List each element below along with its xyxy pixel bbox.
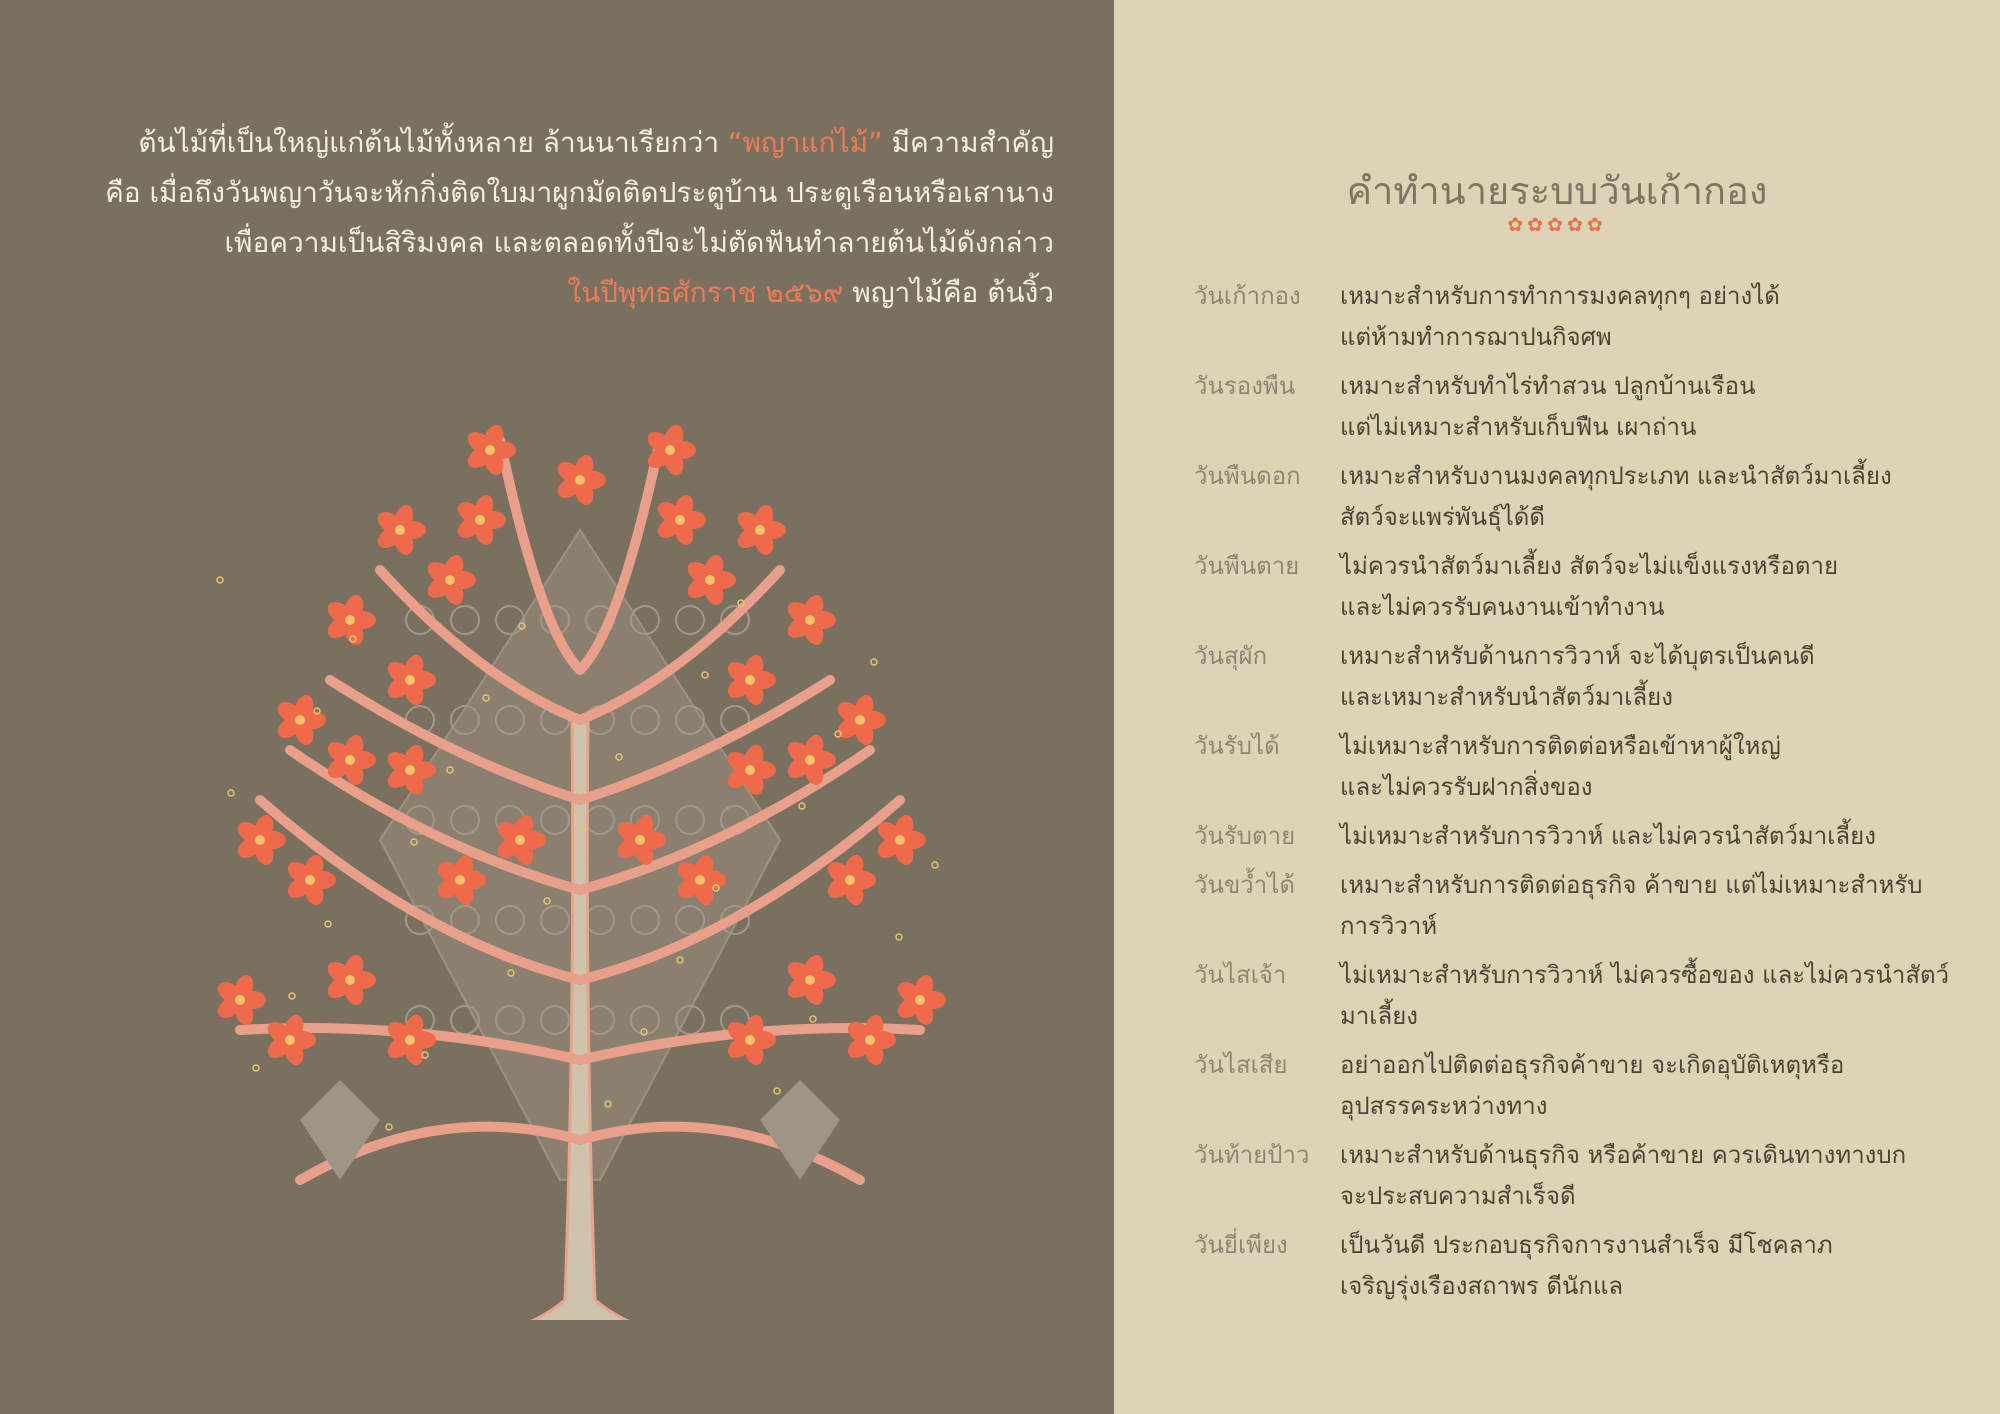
day-description-line: ไม่เหมาะสำหรับการติดต่อหรือเข้าหาผู้ใหญ่ xyxy=(1340,732,1781,760)
day-row xyxy=(1194,1135,1954,1217)
gold-sparkle-icon xyxy=(774,1088,780,1094)
day-description xyxy=(1340,865,1954,947)
intro-line xyxy=(74,218,1054,268)
cotton-flower-icon xyxy=(784,592,836,647)
cotton-flower-icon xyxy=(554,452,606,507)
day-row xyxy=(1194,816,1954,857)
page-title: คำทำนายระบบวันเก้ากอง xyxy=(1346,169,1768,213)
cotton-flower-icon xyxy=(684,552,736,607)
day-description xyxy=(1340,1225,1954,1307)
cotton-flower-icon xyxy=(724,1012,776,1067)
day-name: วันสุผัก xyxy=(1194,642,1268,670)
day-description-line: จะประสบความสำเร็จดี xyxy=(1340,1182,1576,1210)
cotton-flower-icon xyxy=(264,1012,316,1067)
intro-text: คือ เมื่อถึงวันพญาวันจะหักกิ่งติดใบมาผูกมัดติดประตูบ้าน ประตูเรือนหรือเสานาง xyxy=(105,176,1054,209)
day-description-line: เจริญรุ่งเรืองสถาพร ดีนักแล xyxy=(1340,1272,1624,1300)
day-description xyxy=(1340,366,1954,448)
day-row xyxy=(1194,955,1954,1037)
lanna-ornament-icon xyxy=(300,1080,380,1180)
day-row xyxy=(1194,1045,1954,1127)
day-description xyxy=(1340,456,1954,538)
cotton-flower-icon xyxy=(274,692,326,747)
day-row xyxy=(1194,726,1954,808)
intro-paragraph xyxy=(74,118,1054,318)
day-description xyxy=(1340,1135,1954,1217)
cotton-flower-icon xyxy=(894,972,946,1027)
gold-sparkle-icon xyxy=(932,862,938,868)
cotton-flower-icon xyxy=(384,652,436,707)
gold-sparkle-icon xyxy=(228,790,234,796)
day-name: วันขว้ำได้ xyxy=(1194,871,1295,899)
day-row xyxy=(1194,1225,1954,1307)
pattern-swirl xyxy=(676,606,704,634)
day-description-line: แต่ไม่เหมาะสำหรับเก็บฟืน เผาถ่าน xyxy=(1340,413,1697,441)
day-name: วันท้ายป้าว xyxy=(1194,1141,1310,1169)
day-name: วันไสเสีย xyxy=(1194,1051,1288,1079)
day-list xyxy=(1194,276,1954,1315)
day-row xyxy=(1194,636,1954,718)
day-description xyxy=(1340,1045,1954,1127)
cotton-flower-icon xyxy=(834,692,886,747)
cotton-flower-icon xyxy=(374,502,426,557)
gold-sparkle-icon xyxy=(217,577,223,583)
day-name: วันรับได้ xyxy=(1194,732,1280,760)
day-description-line: และไม่ควรรับคนงานเข้าทำงาน xyxy=(1340,593,1665,621)
day-description-line: สัตว์จะแพร่พันธุ์ได้ดี xyxy=(1340,503,1545,531)
gold-sparkle-icon xyxy=(896,934,902,940)
cotton-flower-icon xyxy=(454,492,506,547)
day-description-line: เหมาะสำหรับทำไร่ทำสวน ปลูกบ้านเรือน xyxy=(1340,372,1756,400)
pattern-swirl xyxy=(451,606,479,634)
day-description xyxy=(1340,636,1954,718)
day-description-line: แต่ห้ามทำการฌาปนกิจศพ xyxy=(1340,323,1612,351)
day-name: วันไสเจ้า xyxy=(1194,961,1287,989)
intro-text: มีความสำคัญ xyxy=(882,126,1054,159)
day-row xyxy=(1194,366,1954,448)
day-description-line: การวิวาห์ xyxy=(1340,912,1438,940)
day-description-line: เหมาะสำหรับด้านธุรกิจ หรือค้าขาย ควรเดินทางทางบก xyxy=(1340,1141,1907,1169)
intro-text: พญาไม้คือ ต้นงิ้ว xyxy=(843,276,1054,309)
day-description-line: เหมาะสำหรับด้านการวิวาห์ จะได้บุตรเป็นคนดี xyxy=(1340,642,1815,670)
day-name: วันยี่เพียง xyxy=(1194,1231,1288,1259)
cotton-flower-icon xyxy=(324,952,376,1007)
day-description xyxy=(1340,955,1954,1037)
title-ornament-icon: ✿✿✿✿✿ xyxy=(1507,214,1607,236)
cotton-flower-icon xyxy=(724,652,776,707)
gold-sparkle-icon xyxy=(810,1016,816,1022)
day-name: วันพืนดอก xyxy=(1194,462,1301,490)
day-description xyxy=(1340,546,1954,628)
cotton-flower-icon xyxy=(844,1012,896,1067)
intro-text: เพื่อความเป็นสิริมงคล และตลอดทั้งปีจะไม่ตัดฟันทำลายต้นไม้ดังกล่าว xyxy=(224,226,1054,259)
day-description-line: และไม่ควรรับฝากสิ่งของ xyxy=(1340,773,1593,801)
gold-sparkle-icon xyxy=(386,1124,392,1130)
day-description-line: ไม่ควรนำสัตว์มาเลี้ยง สัตว์จะไม่แข็งแรงหรือตาย xyxy=(1340,552,1838,580)
day-description-line: เป็นวันดี ประกอบธุรกิจการงานสำเร็จ มีโชคลาภ xyxy=(1340,1231,1833,1259)
day-description-line: อย่าออกไปติดต่อธุรกิจค้าขาย จะเกิดอุบัติเหตุหรือ xyxy=(1340,1051,1845,1079)
gold-sparkle-icon xyxy=(799,803,805,809)
intro-highlight: “พญาแก่ไม้” xyxy=(728,126,883,159)
day-row xyxy=(1194,276,1954,358)
intro-line xyxy=(74,118,1054,168)
day-description-line: อุปสรรคระหว่างทาง xyxy=(1340,1092,1548,1120)
cotton-flower-icon xyxy=(384,1012,436,1067)
gold-sparkle-icon xyxy=(289,993,295,999)
right-panel xyxy=(1114,0,2000,1414)
day-description xyxy=(1340,726,1954,808)
gold-sparkle-icon xyxy=(871,659,877,665)
cotton-tree-illustration xyxy=(180,420,1000,1320)
day-description-line: ไม่เหมาะสำหรับการวิวาห์ ไม่ควรซื้อของ และไม่ควรนำสัตว์ xyxy=(1340,961,1950,989)
day-name: วันเก้ากอง xyxy=(1194,282,1301,310)
day-description-line: เหมาะสำหรับการทำการมงคลทุกๆ อย่างได้ xyxy=(1340,282,1780,310)
day-row xyxy=(1194,546,1954,628)
day-name: วันพืนตาย xyxy=(1194,552,1300,580)
day-row xyxy=(1194,865,1954,947)
day-description-line: เหมาะสำหรับงานมงคลทุกประเภท และนำสัตว์มาเลี้ยง xyxy=(1340,462,1892,490)
day-name: วันรองพืน xyxy=(1194,372,1296,400)
day-description-line: มาเลี้ยง xyxy=(1340,1002,1418,1030)
pattern-swirl xyxy=(496,606,524,634)
intro-highlight: ในปีพุทธศักราช ๒๕๖๙ xyxy=(567,276,844,309)
cotton-flower-icon xyxy=(734,502,786,557)
intro-line xyxy=(74,168,1054,218)
day-name: วันรับตาย xyxy=(1194,822,1296,850)
cotton-flower-icon xyxy=(424,552,476,607)
day-description-line: และเหมาะสำหรับนำสัตว์มาเลี้ยง xyxy=(1340,683,1673,711)
day-row xyxy=(1194,456,1954,538)
gold-sparkle-icon xyxy=(702,672,708,678)
gold-sparkle-icon xyxy=(325,921,331,927)
day-description-line: เหมาะสำหรับการติดต่อธุรกิจ ค้าขาย แต่ไม่เหมาะสำหรับ xyxy=(1340,871,1923,899)
day-description-line: ไม่เหมาะสำหรับการวิวาห์ และไม่ควรนำสัตว์มาเลี้ยง xyxy=(1340,822,1876,850)
cotton-flower-icon xyxy=(784,952,836,1007)
day-description xyxy=(1340,276,1954,358)
cotton-flower-icon xyxy=(654,492,706,547)
intro-text: ต้นไม้ที่เป็นใหญ่แก่ต้นไม้ทั้งหลาย ล้านนาเรียกว่า xyxy=(138,126,729,159)
cotton-flower-icon xyxy=(214,972,266,1027)
day-description xyxy=(1340,816,1954,857)
intro-line xyxy=(74,268,1054,318)
gold-sparkle-icon xyxy=(253,1065,259,1071)
